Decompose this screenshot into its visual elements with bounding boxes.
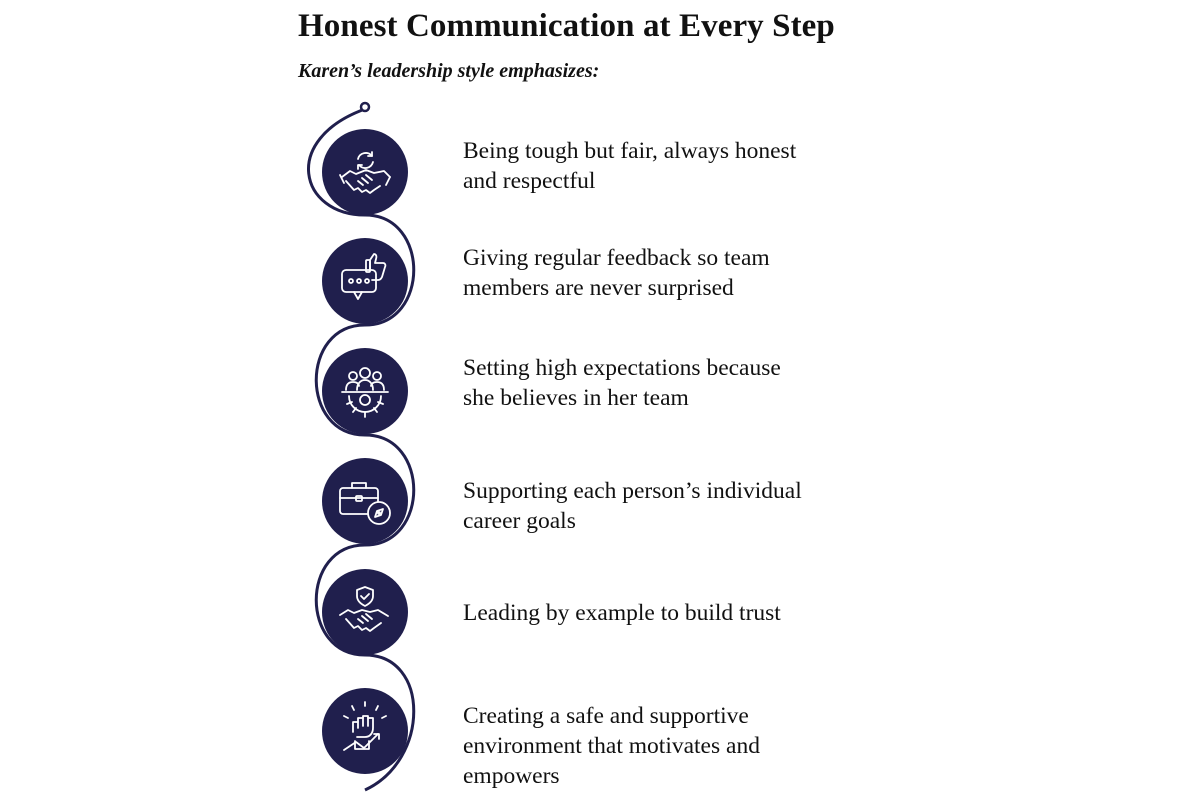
step-2-icon-circle (322, 238, 408, 324)
thumbs-up-chat-icon (322, 238, 408, 324)
handshake-refresh-icon (322, 129, 408, 215)
step-5-text: Leading by example to build trust (463, 600, 781, 626)
step-1-text: Being tough but fair, always honest and respectful (463, 138, 797, 194)
handshake-shield-icon (322, 569, 408, 655)
page-title: Honest Communication at Every Step (298, 8, 835, 44)
step-3-text: Setting high expectations because she believes in her team (463, 355, 781, 411)
fist-growth-icon (322, 688, 408, 774)
step-2-text: Giving regular feedback so team members are never surprised (463, 245, 770, 301)
step-5-icon-circle (322, 569, 408, 655)
step-4-icon-circle (322, 458, 408, 544)
page-subtitle: Karen’s leadership style emphasizes: (298, 60, 600, 82)
team-gear-icon (322, 348, 408, 434)
step-4-text: Supporting each person’s individual career goals (463, 478, 802, 534)
step-1-icon-circle (322, 129, 408, 215)
briefcase-compass-icon (322, 458, 408, 544)
step-6-text: Creating a safe and supportive environment that motivates and empowers (463, 703, 760, 789)
step-6-icon-circle (322, 688, 408, 774)
step-3-icon-circle (322, 348, 408, 434)
